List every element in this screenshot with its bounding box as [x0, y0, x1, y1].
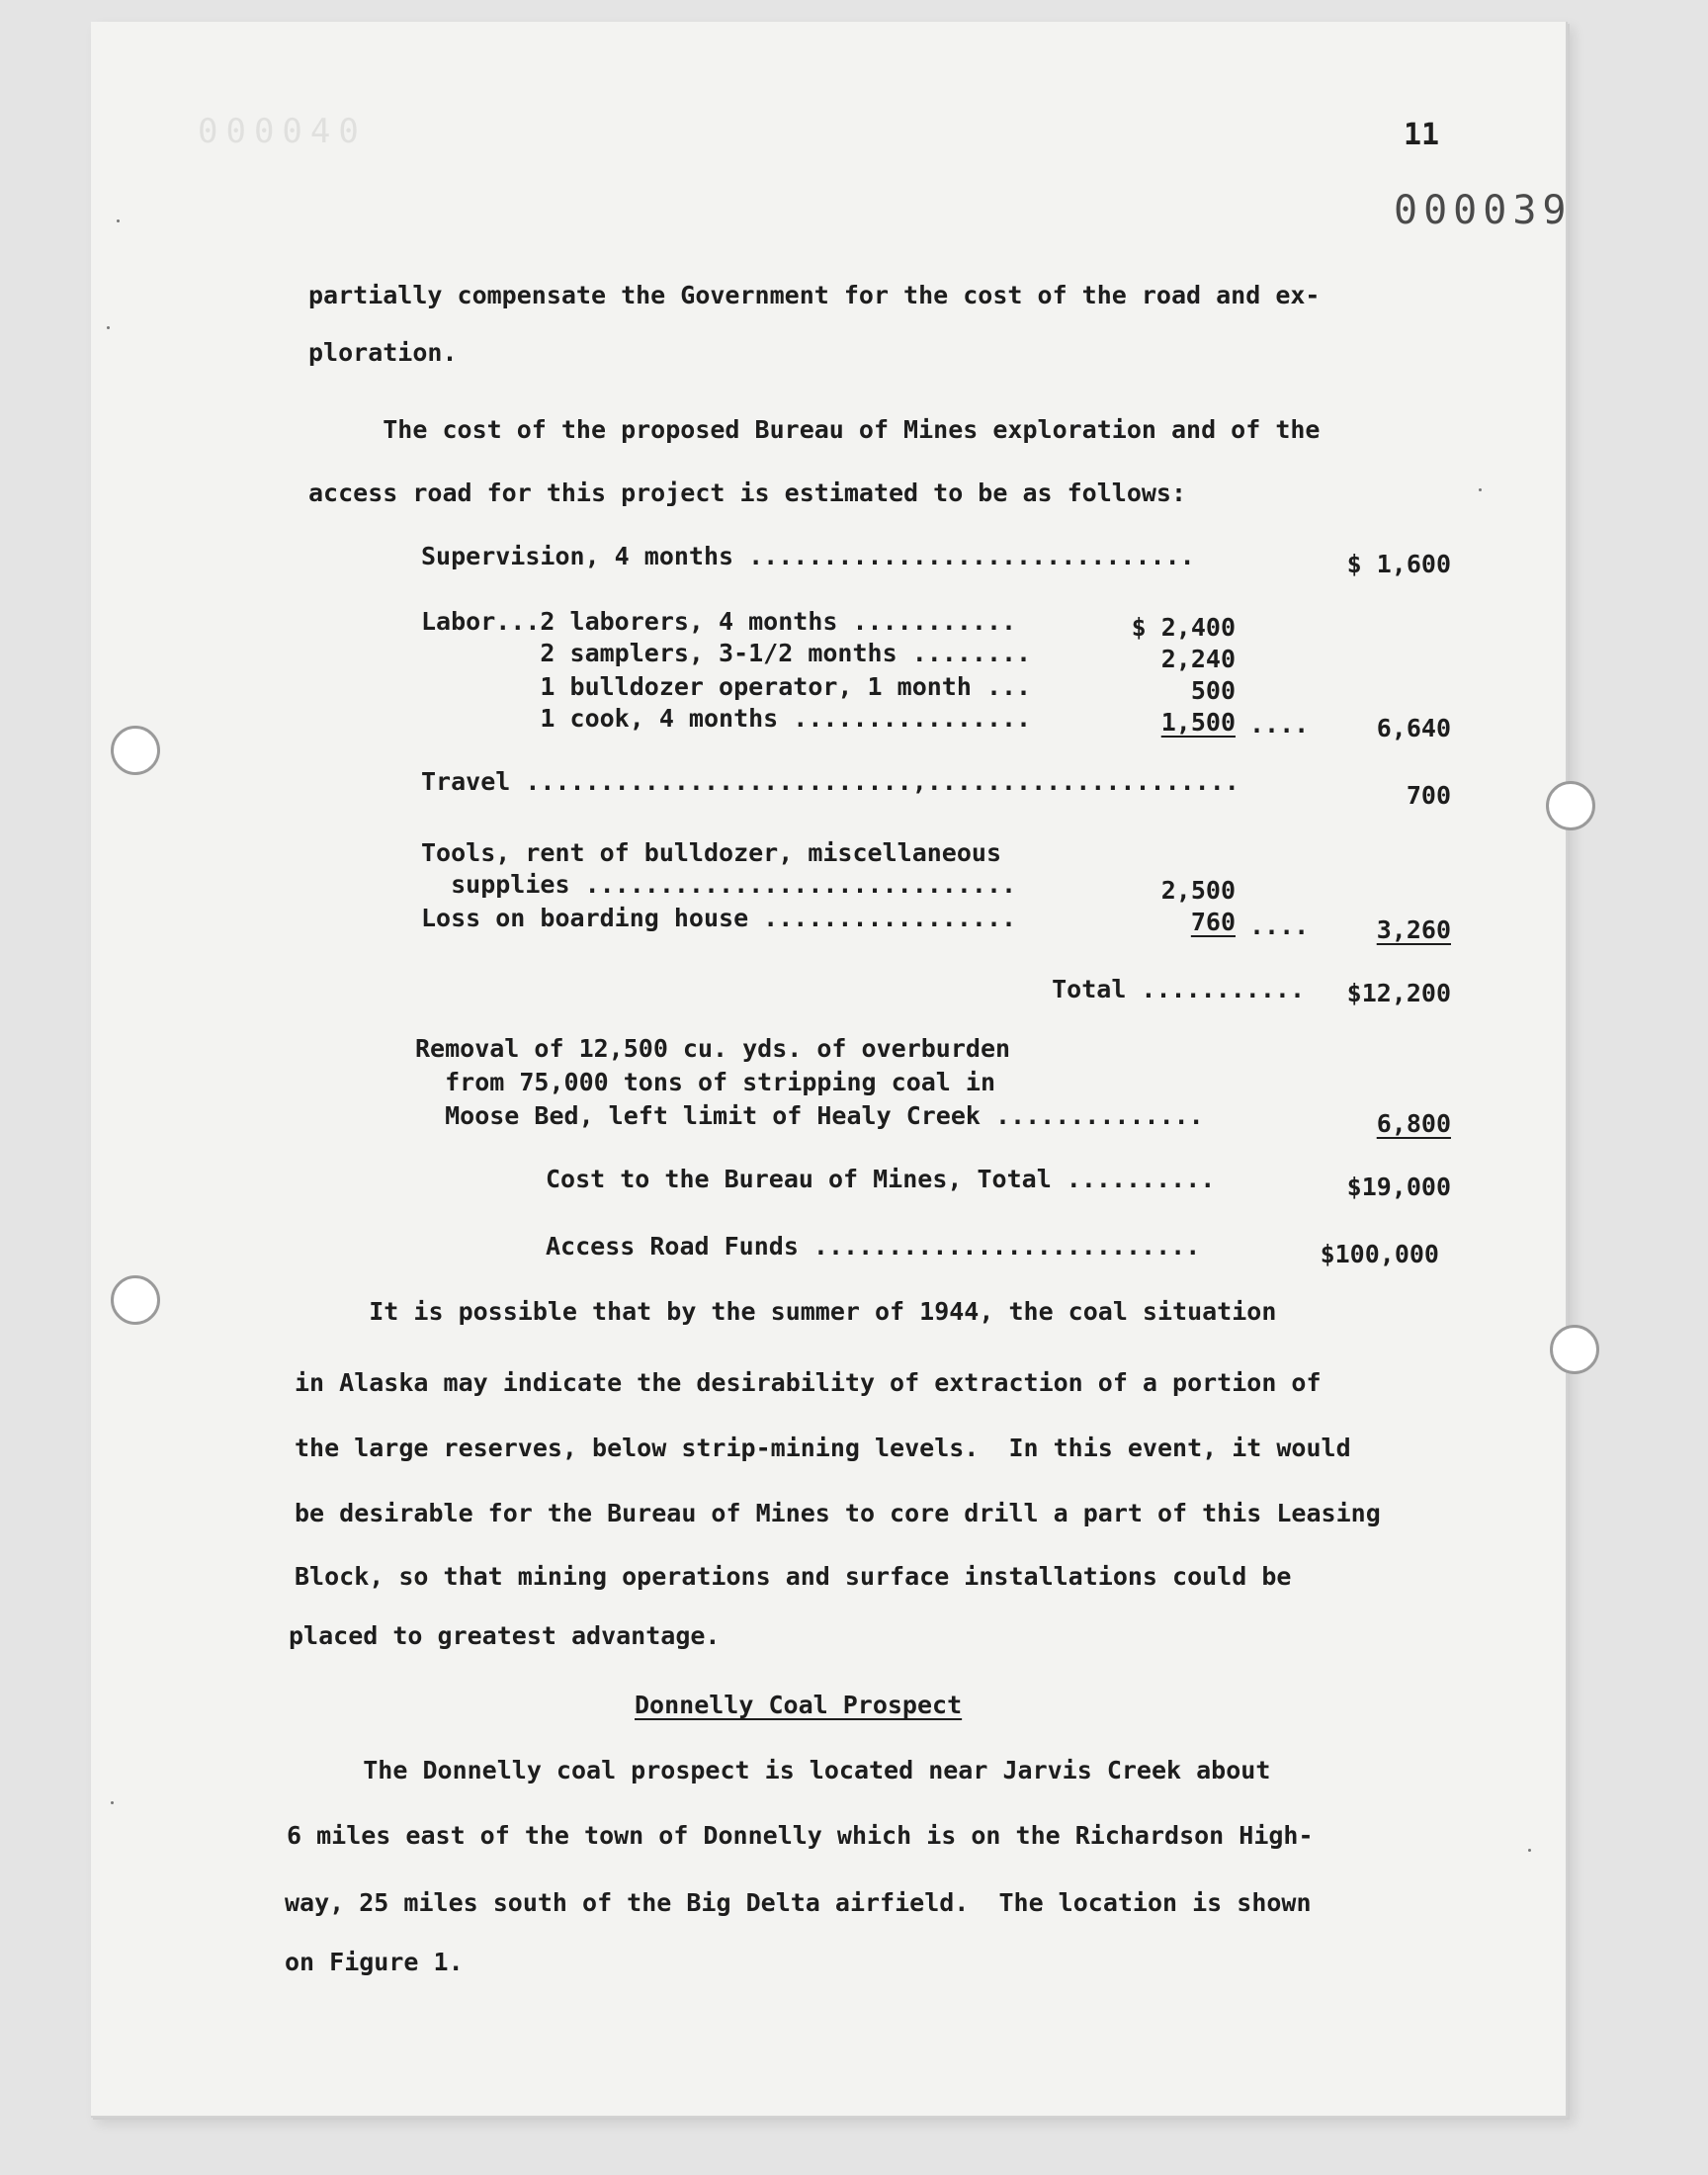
punch-hole-left-lower — [111, 1275, 160, 1325]
paragraph-3-line-1: The Donnelly coal prospect is located near Jarvis Creek about — [289, 1756, 1271, 1784]
paragraph-3-line-3: way, 25 miles south of the Big Delta airfield. The location is shown — [285, 1888, 1312, 1917]
labor-line-4: 1 cook, 4 months ................ — [421, 704, 1032, 733]
removal-line-2: from 75,000 tons of stripping coal in — [415, 1068, 995, 1096]
loss-label: Loss on boarding house ................. — [421, 904, 1017, 932]
speck — [1479, 488, 1482, 491]
paragraph-2-line-2: in Alaska may indicate the desirability of extraction of a portion of — [295, 1368, 1322, 1397]
tools-amount: 2,500 — [1160, 876, 1236, 905]
removal-total: 6,800 — [1376, 1109, 1451, 1138]
paragraph-2-line-5: Block, so that mining operations and surface installations could be — [295, 1562, 1292, 1591]
paragraph-2-line-3: the large reserves, below strip-mining levels. In this event, it would — [295, 1434, 1351, 1462]
serial-stamp: 000039 — [1394, 188, 1573, 233]
labor-dots: .... — [1249, 710, 1310, 739]
paragraph-2-line-4: be desirable for the Bureau of Mines to core drill a part of this Leasing — [295, 1499, 1381, 1527]
loss-total: 3,260 — [1376, 915, 1451, 944]
labor-line-3: 1 bulldozer operator, 1 month ... — [421, 672, 1032, 701]
removal-line-1: Removal of 12,500 cu. yds. of overburden — [415, 1034, 1011, 1063]
punch-hole-right-upper — [1546, 781, 1595, 830]
travel-total: 700 — [1406, 781, 1451, 810]
speck — [1528, 1849, 1531, 1852]
labor-line-2: 2 samplers, 3-1/2 months ........ — [421, 639, 1032, 667]
labor-total: 6,640 — [1376, 714, 1451, 742]
speck — [117, 219, 120, 222]
subtotal-label: Total ........... — [1052, 975, 1305, 1003]
paragraph-2-line-6: placed to greatest advantage. — [289, 1621, 721, 1650]
removal-line-3: Moose Bed, left limit of Healy Creek .............. — [415, 1101, 1204, 1130]
labor-amount-1: $ 2,400 — [1131, 613, 1236, 642]
loss-dots: .... — [1249, 912, 1310, 940]
loss-amount: 760 — [1190, 908, 1236, 936]
intro-line-3: The cost of the proposed Bureau of Mines exploration and of the — [308, 415, 1321, 444]
section-heading: Donnelly Coal Prospect — [635, 1691, 963, 1719]
page-number: 11 — [1404, 118, 1440, 152]
paragraph-3-line-4: on Figure 1. — [285, 1948, 464, 1976]
bureau-total-label: Cost to the Bureau of Mines, Total .......... — [546, 1165, 1216, 1193]
speck — [111, 1801, 114, 1804]
access-road-value: $100,000 — [1320, 1240, 1439, 1268]
paragraph-2-line-1: It is possible that by the summer of 1944, the coal situation — [295, 1297, 1277, 1326]
tools-line-2: supplies ............................. — [421, 870, 1017, 899]
labor-line-1: Labor...2 laborers, 4 months ........... — [421, 607, 1017, 636]
labor-amount-2: 2,240 — [1160, 645, 1236, 673]
tools-line-1: Tools, rent of bulldozer, miscellaneous — [421, 838, 1001, 867]
paragraph-3-line-2: 6 miles east of the town of Donnelly which is on the Richardson High- — [287, 1821, 1314, 1850]
punch-hole-right-lower — [1550, 1325, 1599, 1374]
intro-line-1: partially compensate the Government for the cost of the road and ex- — [308, 281, 1321, 309]
bureau-total-value: $19,000 — [1346, 1173, 1451, 1201]
labor-amount-4: 1,500 — [1160, 708, 1236, 737]
travel-label: Travel ..........................,..................... — [421, 767, 1239, 796]
labor-amount-3: 500 — [1190, 676, 1236, 705]
intro-line-4: access road for this project is estimated to be as follows: — [308, 478, 1187, 507]
punch-hole-left-upper — [111, 726, 160, 775]
supervision-total: $ 1,600 — [1346, 550, 1451, 578]
intro-line-2: ploration. — [308, 338, 458, 367]
bleed-through-number: 000040 — [198, 112, 367, 151]
access-road-label: Access Road Funds .......................... — [546, 1232, 1201, 1261]
subtotal-value: $12,200 — [1346, 979, 1451, 1007]
supervision-label: Supervision, 4 months .............................. — [421, 542, 1195, 570]
speck — [107, 326, 110, 329]
